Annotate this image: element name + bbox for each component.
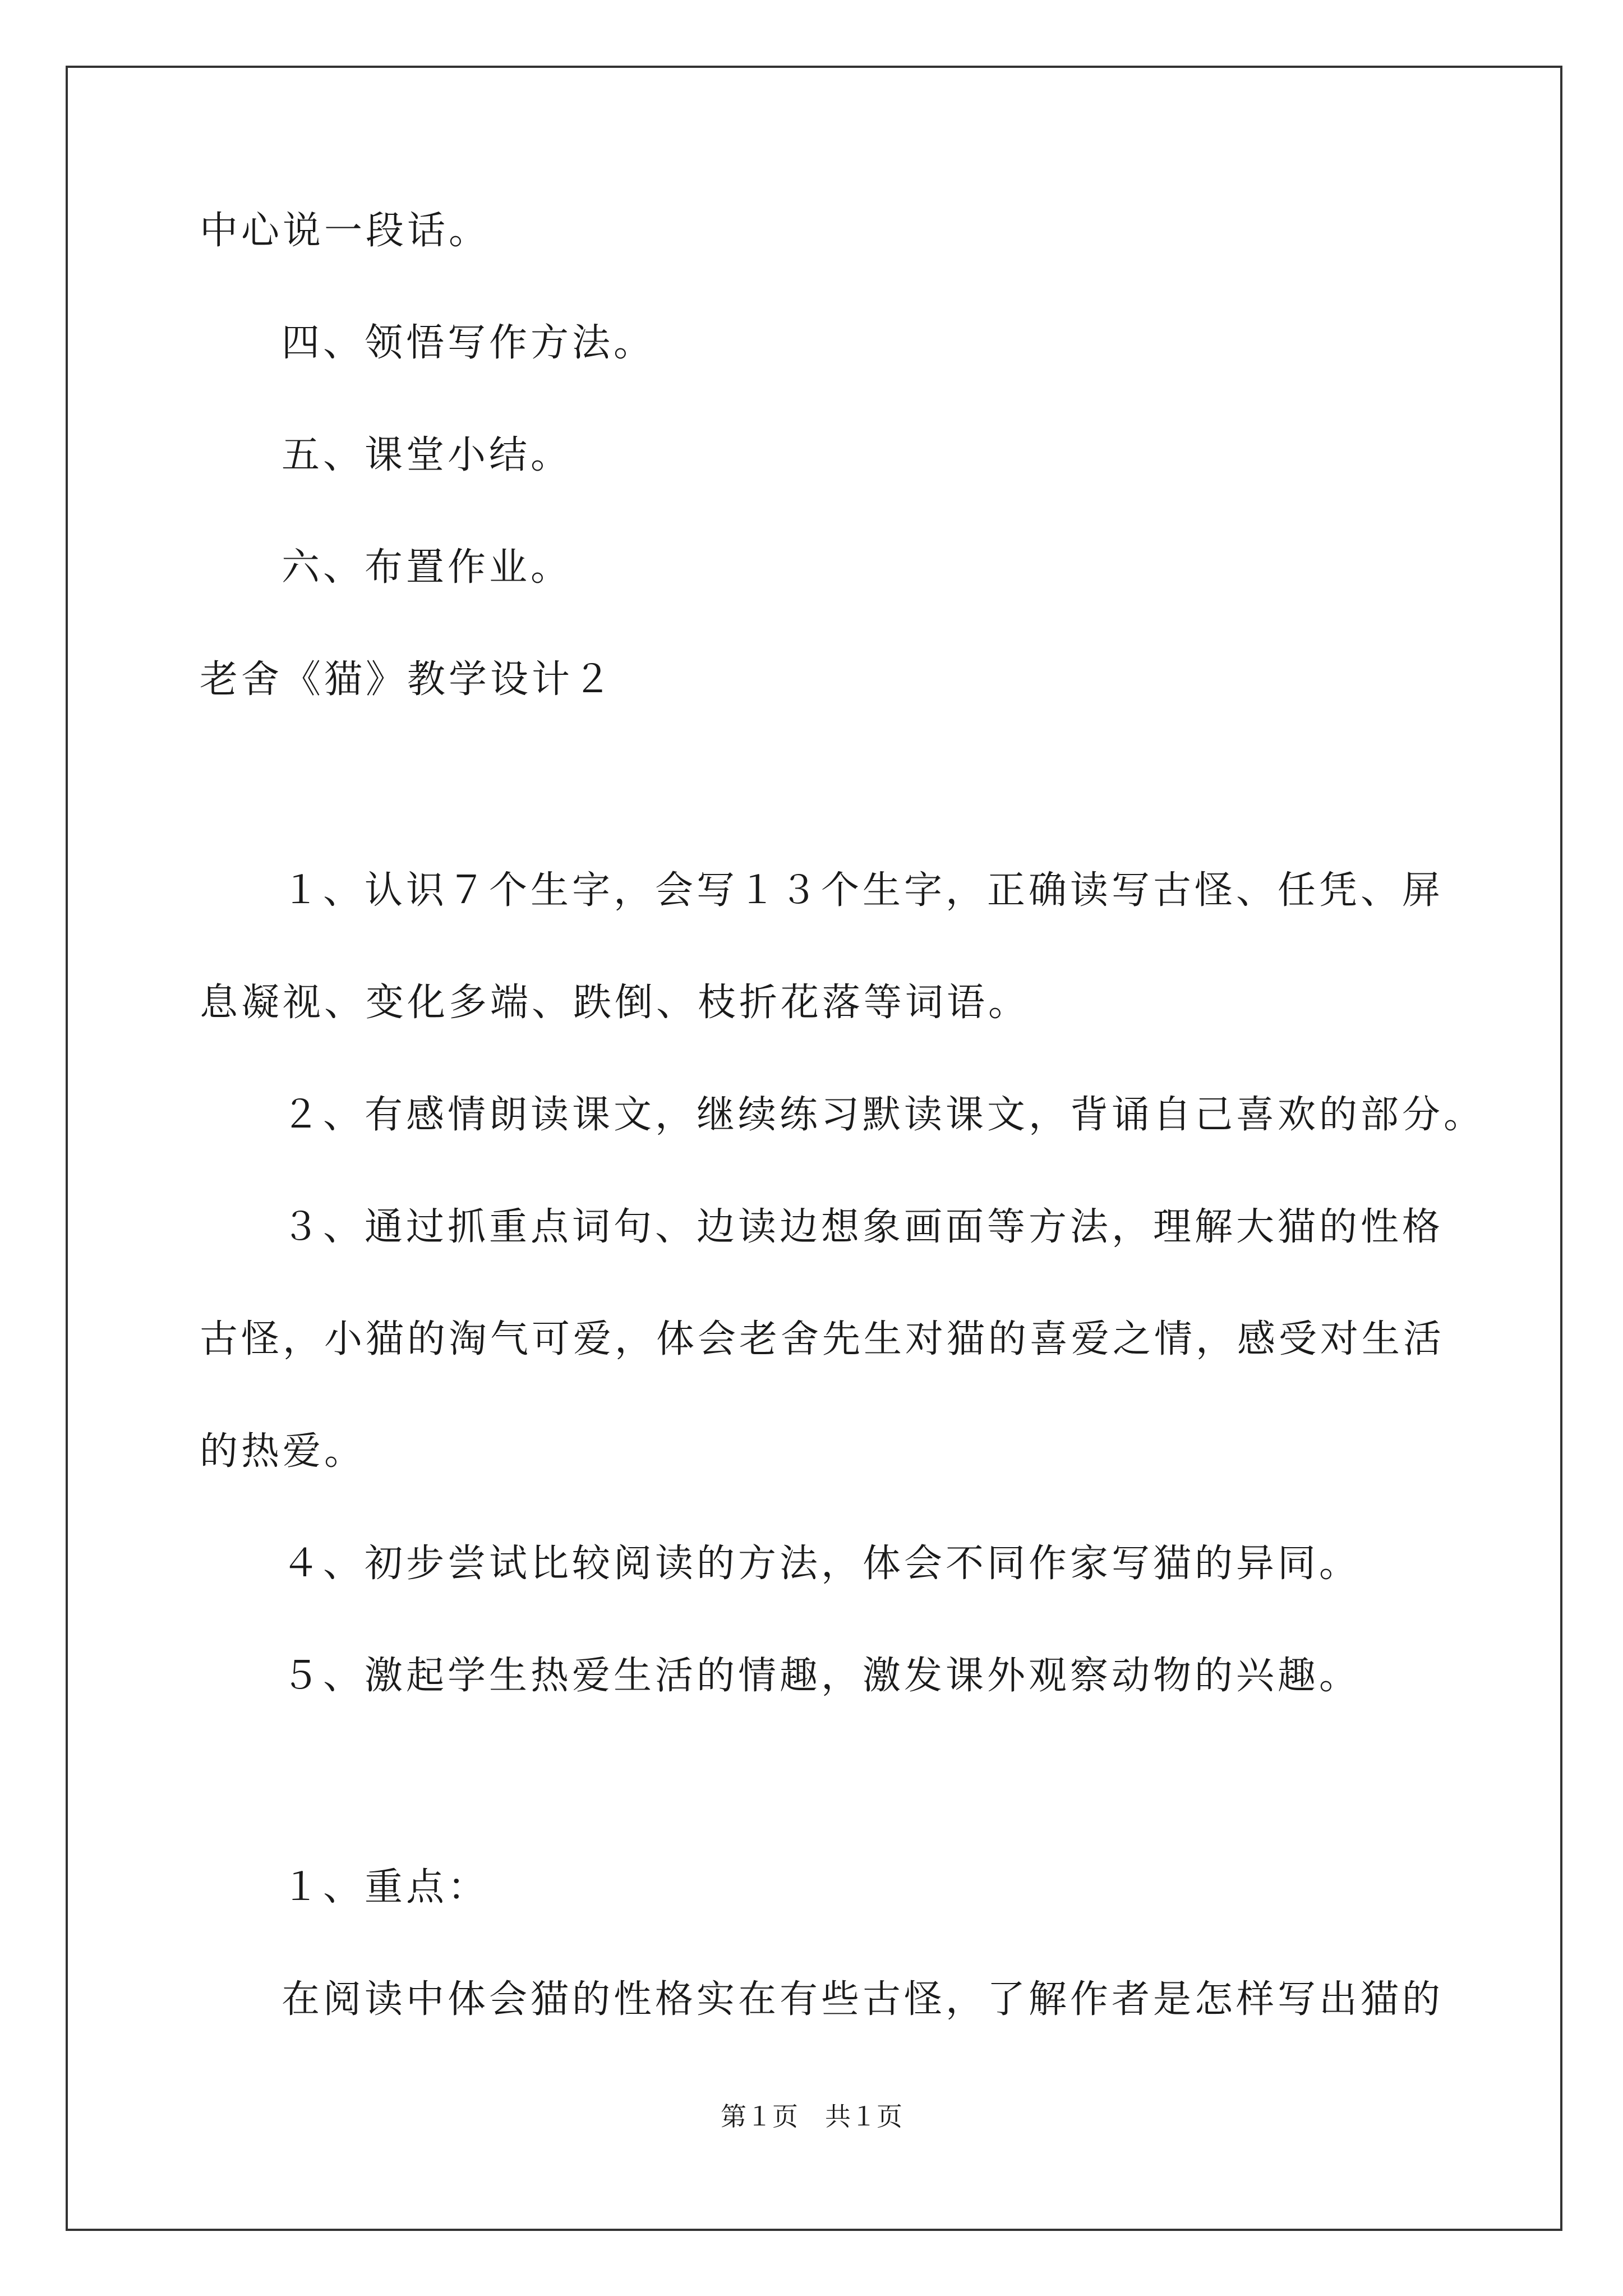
text-line: １、认识７个生字，会写１３个生字，正确读写古怪、任凭、屏 <box>282 868 1444 913</box>
text-line: 息凝视、变化多端、跌倒、枝折花落等词语。 <box>200 981 1030 1025</box>
text-line: １、重点： <box>282 1865 490 1910</box>
text-line: 六、布置作业。 <box>282 545 573 590</box>
text-line: 在阅读中体会猫的性格实在有些古怪，了解作者是怎样写出猫的 <box>282 1977 1444 2022</box>
text-line: ４、初步尝试比较阅读的方法，体会不同作家写猫的异同。 <box>282 1542 1361 1586</box>
text-line: ５、激起学生热爱生活的情趣，激发课外观察动物的兴趣。 <box>282 1654 1361 1698</box>
section-heading: 老舍《猫》教学设计２ <box>200 657 615 702</box>
text-line: 中心说一段话。 <box>200 209 491 253</box>
page-number: 第１页 <box>721 2101 798 2132</box>
text-line: 五、课堂小结。 <box>282 433 573 477</box>
text-line: ３、通过抓重点词句、边读边想象画面等方法，理解大猫的性格 <box>282 1205 1444 1249</box>
text-line: 的热爱。 <box>200 1429 366 1474</box>
text-line: 四、领悟写作方法。 <box>282 321 656 365</box>
page-total: 共１页 <box>825 2101 902 2132</box>
text-line: 古怪，小猫的淘气可爱，体会老舍先生对猫的喜爱之情，感受对生活 <box>200 1317 1445 1361</box>
page-footer <box>0 2100 1623 2133</box>
text-line: ２、有感情朗读课文，继续练习默读课文，背诵自己喜欢的部分。 <box>282 1093 1486 1137</box>
